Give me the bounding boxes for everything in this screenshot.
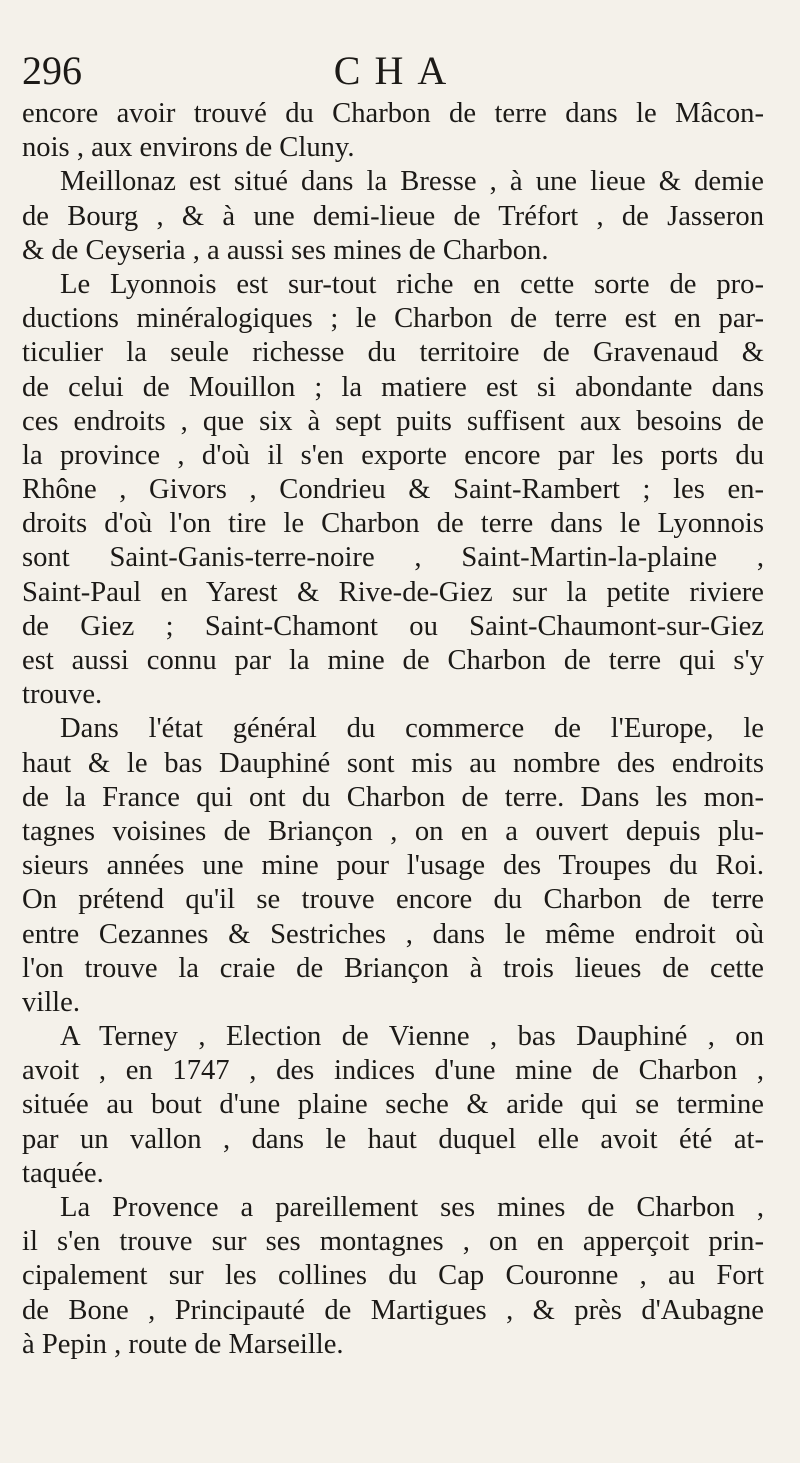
text-line: Saint-Paul en Yarest & Rive-de-Giez sur la petite riviere: [22, 576, 764, 608]
text-line: taquée.: [22, 1157, 104, 1189]
text-line: à Pepin , route de Marseille.: [22, 1328, 344, 1360]
text-line: Meillonaz est situé dans la Bresse , à une lieue & demie: [60, 166, 764, 198]
text-line: ticulier la seule richesse du territoire de Gravenaud &: [22, 337, 764, 369]
text-line: de Bourg , & à une demi-lieue de Tréfort , de Jasseron: [22, 200, 764, 232]
text-line: droits d'où l'on tire le Charbon de terre dans le Lyonnois: [22, 508, 764, 540]
text-line: encore avoir trouvé du Charbon de terre dans le Mâcon-: [22, 98, 764, 129]
text-line: ces endroits , que six à sept puits suffisent aux besoins de: [22, 405, 764, 437]
text-line: de celui de Mouillon ; la matiere est si abondante dans: [22, 371, 764, 403]
text-line: sieurs années une mine pour l'usage des Troupes du Roi.: [22, 850, 764, 882]
text-line: ville.: [22, 986, 80, 1018]
text-line: l'on trouve la craie de Briançon à trois lieues de cette: [22, 952, 764, 984]
text-line: Rhône , Givors , Condrieu & Saint-Rambert ; les en-: [22, 474, 764, 506]
text-line: cipalement sur les collines du Cap Couronne , au Fort: [22, 1260, 764, 1292]
text-line: située au bout d'une plaine seche & aride qui se termine: [22, 1089, 764, 1121]
text-line: il s'en trouve sur ses montagnes , on en apperçoit prin-: [22, 1226, 764, 1258]
page-header: [22, 46, 772, 96]
text-line: On prétend qu'il se trouve encore du Charbon de terre: [22, 884, 764, 916]
text-line: avoit , en 1747 , des indices d'une mine de Charbon ,: [22, 1055, 764, 1087]
text-line: La Provence a pareillement ses mines de Charbon ,: [60, 1192, 764, 1223]
text-line: nois , aux environs de Cluny.: [22, 132, 355, 164]
running-head: CHA: [333, 48, 461, 93]
text-line: par un vallon , dans le haut duquel elle avoit été at-: [22, 1123, 764, 1155]
text-line: de Bone , Principauté de Martigues , & près d'Aubagne: [22, 1294, 764, 1326]
text-line: de la France qui ont du Charbon de terre. Dans les mon-: [22, 781, 764, 813]
text-line: tagnes voisines de Briançon , on en a ouvert depuis plu-: [22, 815, 764, 847]
page-number: 296: [22, 48, 82, 93]
text-line: Dans l'état général du commerce de l'Europe, le: [60, 713, 764, 745]
text-line: Le Lyonnois est sur-tout riche en cette sorte de pro-: [60, 268, 764, 300]
text-line: haut & le bas Dauphiné sont mis au nombre des endroits: [22, 747, 764, 779]
text-line: & de Ceyseria , a aussi ses mines de Charbon.: [22, 234, 549, 266]
text-line: la province , d'où il s'en exporte encore par les ports du: [22, 439, 764, 471]
text-line: est aussi connu par la mine de Charbon de terre qui s'y: [22, 645, 764, 676]
text-line: ductions minéralogiques ; le Charbon de terre est en par-: [22, 303, 764, 335]
body-text: [22, 97, 764, 1362]
text-line: entre Cezannes & Sestriches , dans le même endroit où: [22, 918, 764, 950]
text-line: A Terney , Election de Vienne , bas Dauphiné , on: [60, 1021, 764, 1053]
text-line: de Giez ; Saint-Chamont ou Saint-Chaumont-sur-Giez: [22, 610, 764, 642]
text-line: trouve.: [22, 679, 103, 711]
text-line: sont Saint-Ganis-terre-noire , Saint-Martin-la-plaine ,: [22, 542, 764, 574]
